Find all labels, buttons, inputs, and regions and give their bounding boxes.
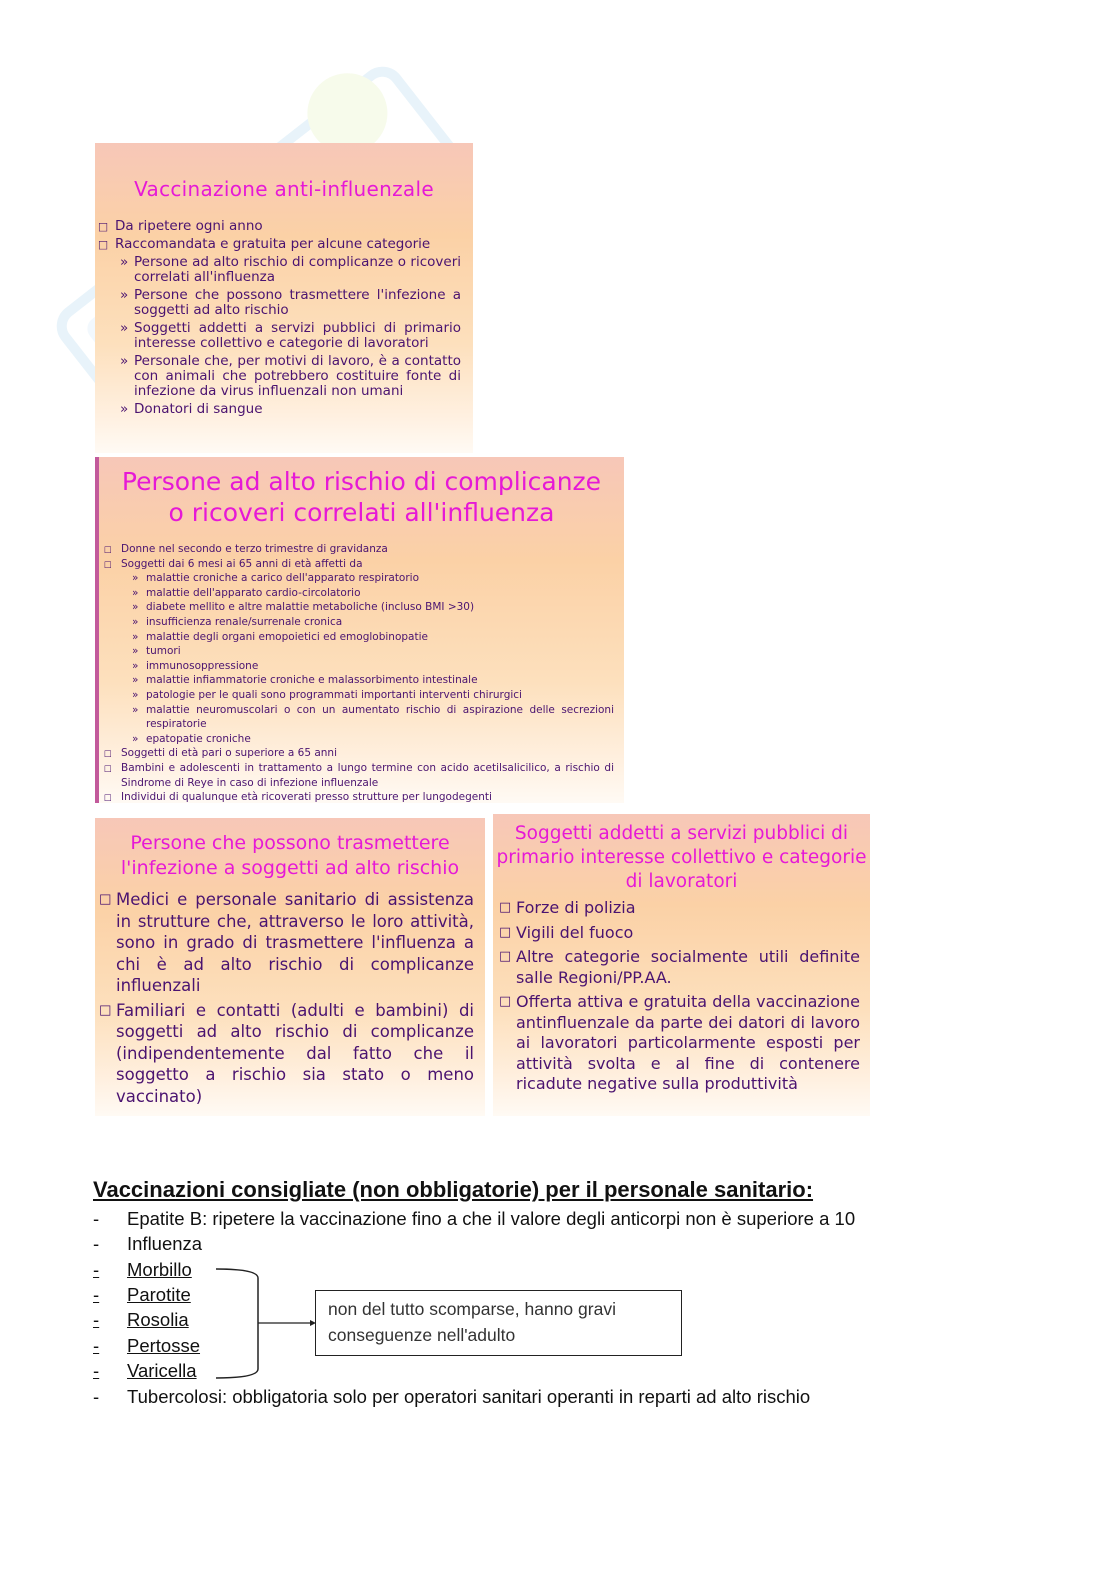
list-item-text: Tubercolosi: obbligatoria solo per operatori sanitari operanti in reparti ad alto rischio [127, 1386, 811, 1407]
slide-list [516, 898, 860, 1095]
sub-item: » Soggetti addetti a servizi pubblici di primario interesse collettivo e categorie di lavoratori [134, 321, 461, 351]
list-dash: - [93, 1335, 100, 1356]
list-dash: - [93, 1309, 100, 1330]
sub-item: » immunosoppressione [146, 659, 614, 674]
callout-line: non del tutto scomparse, hanno gravi [328, 1299, 616, 1319]
list-item-text: Influenza [127, 1233, 203, 1254]
sub-item: » Persone che possono trasmettere l'infezione a soggetti ad alto rischio [134, 288, 461, 318]
list-item: □ Da ripetere ogni anno [115, 219, 473, 234]
sub-item: » Donatori di sangue [134, 402, 461, 417]
slide-vaccinazione-antinfluenzale [95, 143, 473, 453]
list-dash: - [93, 1386, 100, 1407]
slide-title: Soggetti addetti a servizi pubblici di primario interesse collettivo e categorie di lavoratori [496, 823, 867, 892]
list-dash: - [93, 1233, 100, 1254]
slide-servizi-pubblici [493, 814, 870, 1116]
slide-title: Vaccinazione anti-influenzale [134, 177, 434, 201]
list-item: □ Medici e personale sanitario di assistenza in strutture che, attraverso le loro attività, sono in grado di trasmettere l'influenza a chi è ad alto rischio di complicanze influenzali [116, 889, 474, 997]
bracket-arrow-icon [210, 1266, 320, 1386]
sub-list [134, 255, 461, 417]
slide-title [95, 831, 485, 881]
slide-title [99, 466, 624, 528]
list-item: □ Vigili del fuoco [516, 923, 860, 944]
list-item-text: Raccomandata e gratuita per alcune categorie [115, 236, 431, 252]
slide-title-line: Persone che possono trasmettere [130, 832, 450, 854]
sub-list [146, 571, 614, 746]
sub-item: » malattie croniche a carico dell'apparato respiratorio [146, 571, 614, 586]
slide-title-line: Persone ad alto rischio di complicanze [121, 467, 602, 496]
slide-list [116, 889, 474, 1107]
sub-item: » malattie neuromuscolari o con un aumentato rischio di aspirazione delle secrezioni respiratorie [146, 703, 614, 732]
list-item: □ Offerta attiva e gratuita della vaccinazione antinfluenzale da parte dei datori di lavoro ai lavoratori particolarmente esposti per attività svolta e al fine di contenere ricadute negative sulla produttività [516, 992, 860, 1095]
sub-item: » tumori [146, 644, 614, 659]
list-dash: - [93, 1208, 100, 1229]
list-item-text: Epatite B: ripetere la vaccinazione fino a che il valore degli anticorpi non è superiore a 10 [127, 1208, 856, 1229]
slide-title-line: o ricoveri correlati all'influenza [168, 498, 555, 527]
list-item: □ Donne nel secondo e terzo trimestre di gravidanza [121, 542, 614, 557]
sub-item: » patologie per le quali sono programmati importanti interventi chirurgici [146, 688, 614, 703]
list-item: □ Forze di polizia [516, 898, 860, 919]
list-item-text: Rosolia [127, 1309, 189, 1330]
list-item-text: Morbillo [127, 1259, 192, 1280]
sub-item: » insufficienza renale/surrenale cronica [146, 615, 614, 630]
slide-persone-trasmettere [95, 818, 485, 1116]
sub-item: » malattie degli organi emopoietici ed emoglobinopatie [146, 630, 614, 645]
callout-line: conseguenze nell'adulto [328, 1324, 516, 1345]
list-item: □ Familiari e contatti (adulti e bambini) di soggetti ad alto rischio di complicanze (indipendentemente dal fatto che il soggetto a rischio sia stato o meno vaccinato) [116, 1000, 474, 1108]
section-heading: Vaccinazioni consigliate (non obbligatorie) per il personale sanitario: [93, 1177, 814, 1202]
list-dash: - [93, 1284, 100, 1305]
list-item: □ Individui di qualunque età ricoverati presso strutture per lungodegenti [121, 790, 614, 803]
slide-list [121, 542, 614, 803]
slide-persone-alto-rischio [95, 457, 624, 803]
sub-item: » malattie infiammatorie croniche e malassorbimento intestinale [146, 673, 614, 688]
slide-title-line: l'infezione a soggetti ad alto rischio [120, 857, 460, 879]
list-item-text: Soggetti dai 6 mesi ai 65 anni di età affetti da [121, 557, 363, 570]
list-item-text: Parotite [127, 1284, 191, 1305]
list-item: □ Soggetti di età pari o superiore a 65 anni [121, 746, 614, 761]
list-item [115, 237, 473, 417]
sub-item: » malattie dell'apparato cardio-circolatorio [146, 586, 614, 601]
callout-box [315, 1290, 682, 1356]
list-dash: - [93, 1259, 100, 1280]
list-item-text: Varicella [127, 1360, 197, 1381]
sub-item: » epatopatie croniche [146, 732, 614, 747]
sub-item: » Personale che, per motivi di lavoro, è a contatto con animali che potrebbero costituire fonte di infezione da virus influenzali non umani [134, 354, 461, 399]
list-item [121, 557, 614, 747]
list-item: □ Bambini e adolescenti in trattamento a lungo termine con acido acetilsalicilico, a rischio di Sindrome di Reye in caso di infezione influenzale [121, 761, 614, 790]
sub-item: » diabete mellito e altre malattie metaboliche (incluso BMI >30) [146, 600, 614, 615]
slide-list [115, 219, 473, 417]
sub-item: » Persone ad alto rischio di complicanze o ricoveri correlati all'influenza [134, 255, 461, 285]
list-item: □ Altre categorie socialmente utili definite salle Regioni/PP.AA. [516, 947, 860, 988]
list-dash: - [93, 1360, 100, 1381]
list-item-text: Pertosse [127, 1335, 201, 1356]
